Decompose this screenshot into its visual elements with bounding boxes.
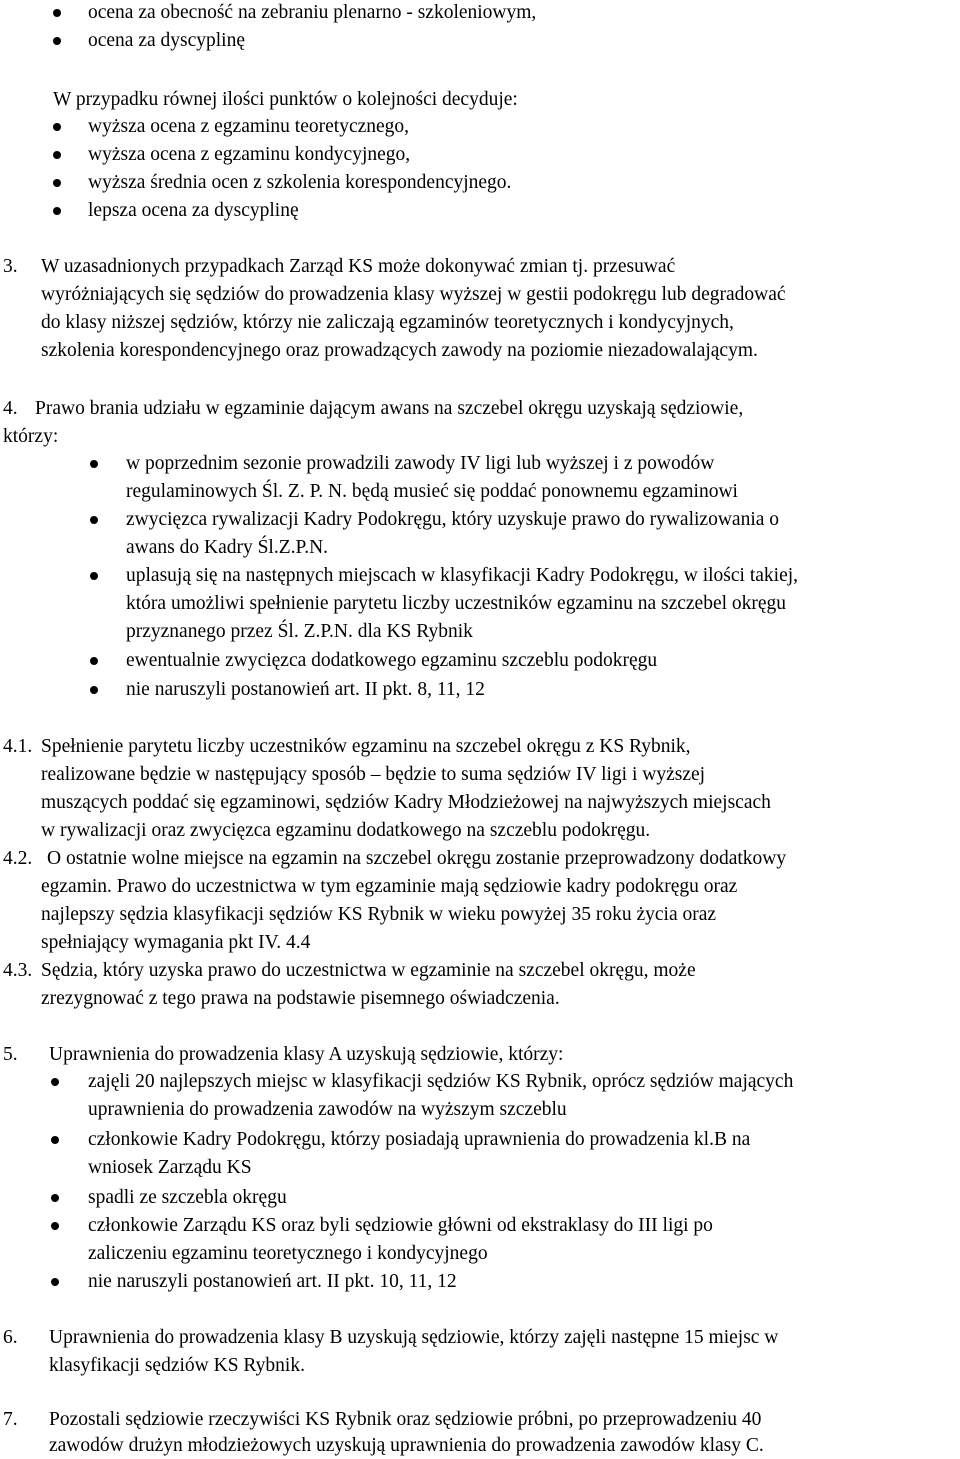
bullet-icon	[53, 179, 61, 187]
list-item: członkowie Zarządu KS oraz byli sędziowie główni od ekstraklasy do III ligi po	[88, 1215, 713, 1236]
paragraph-line: zawodów drużyn młodzieżowych uzyskują uprawnienia do prowadzenia zawodów klasy C.	[49, 1435, 764, 1456]
paragraph-line: Spełnienie parytetu liczby uczestników egzaminu na szczebel okręgu z KS Rybnik,	[41, 736, 691, 757]
bullet-icon	[53, 9, 61, 17]
section-number: 7.	[3, 1409, 18, 1430]
subsection-number: 4.2.	[3, 848, 33, 869]
list-item: członkowie Kadry Podokręgu, którzy posiadają uprawnienia do prowadzenia kl.B na	[88, 1129, 751, 1150]
paragraph-line: Prawo brania udziału w egzaminie dającym awans na szczebel okręgu uzyskają sędziowie,	[35, 398, 744, 419]
list-item: regulaminowych Śl. Z. P. N. będą musieć się poddać ponownemu egzaminowi	[126, 481, 738, 502]
subsection-number: 4.1.	[3, 736, 33, 757]
paragraph-line: O ostatnie wolne miejsce na egzamin na szczebel okręgu zostanie przeprowadzony dodatkowy	[47, 848, 787, 869]
list-item: zwycięzca rywalizacji Kadry Podokręgu, który uzyskuje prawo do rywalizowania o	[126, 509, 780, 530]
list-item: wniosek Zarządu KS	[88, 1157, 252, 1178]
list-item: w poprzednim sezonie prowadzili zawody IV ligi lub wyższej i z powodów	[126, 453, 715, 474]
paragraph-line: Sędzia, który uzyska prawo do uczestnictwa w egzaminie na szczebel okręgu, może	[41, 960, 696, 981]
section-number: 5.	[3, 1044, 18, 1065]
paragraph-line: Uprawnienia do prowadzenia klasy B uzyskują sędziowie, którzy zajęli następne 15 miejsc w	[49, 1327, 779, 1348]
paragraph-line: muszących poddać się egzaminowi, sędziów Kadry Młodzieżowej na najwyższych miejscach	[41, 792, 771, 813]
paragraph-line: szkolenia korespondencyjnego oraz prowadzących zawody na poziomie niezadowalającym.	[41, 340, 758, 361]
tie-heading: W przypadku równej ilości punktów o kolejności decyduje:	[53, 89, 518, 110]
paragraph-line: spełniający wymagania pkt IV. 4.4	[41, 932, 311, 953]
list-item: ocena za obecność na zebraniu plenarno - szkoleniowym,	[88, 2, 537, 23]
paragraph-line: Pozostali sędziowie rzeczywiści KS Rybnik oraz sędziowie próbni, po przeprowadzeniu 40	[49, 1409, 762, 1430]
paragraph-line: najlepszy sędzia klasyfikacji sędziów KS Rybnik w wieku powyżej 35 roku życia oraz	[41, 904, 717, 925]
list-item: wyższa ocena z egzaminu kondycyjnego,	[88, 144, 411, 165]
bullet-icon	[51, 1194, 59, 1202]
list-item: wyższa ocena z egzaminu teoretycznego,	[88, 116, 410, 137]
list-item: przyznanego przez Śl. Z.P.N. dla KS Rybnik	[126, 621, 473, 642]
bullet-icon	[51, 1278, 59, 1286]
list-item: wyższa średnia ocen z szkolenia korespondencyjnego.	[88, 172, 512, 193]
bullet-icon	[90, 572, 98, 580]
list-item: lepsza ocena za dyscyplinę	[88, 200, 299, 221]
bullet-icon	[90, 460, 98, 468]
bullet-icon	[51, 1136, 59, 1144]
paragraph-line: W uzasadnionych przypadkach Zarząd KS może dokonywać zmian tj. przesuwać	[41, 256, 676, 277]
list-item: zajęli 20 najlepszych miejsc w klasyfikacji sędziów KS Rybnik, oprócz sędziów mających	[88, 1071, 794, 1092]
paragraph-line: egzamin. Prawo do uczestnictwa w tym egzaminie mają sędziowie kadry podokręgu oraz	[41, 876, 738, 897]
paragraph-line: w rywalizacji oraz zwycięzca egzaminu dodatkowego na szczeblu podokręgu.	[41, 820, 651, 841]
bullet-icon	[53, 37, 61, 45]
paragraph-line: do klasy niższej sędziów, którzy nie zaliczają egzaminów teoretycznych i kondycyjnych,	[41, 312, 734, 333]
section-number: 6.	[3, 1327, 18, 1348]
list-item: ewentualnie zwycięzca dodatkowego egzaminu szczeblu podokręgu	[126, 650, 658, 671]
bullet-icon	[53, 207, 61, 215]
list-item: nie naruszyli postanowień art. II pkt. 10, 11, 12	[88, 1271, 457, 1292]
bullet-icon	[53, 123, 61, 131]
list-item: zaliczeniu egzaminu teoretycznego i kondycyjnego	[88, 1243, 488, 1264]
bullet-icon	[53, 151, 61, 159]
list-item: uplasują się na następnych miejscach w klasyfikacji Kadry Podokręgu, w ilości takiej,	[126, 565, 799, 586]
list-item: ocena za dyscyplinę	[88, 30, 246, 51]
section-number: 3.	[3, 256, 18, 277]
bullet-icon	[51, 1078, 59, 1086]
paragraph-line: zrezygnować z tego prawa na podstawie pisemnego oświadczenia.	[41, 988, 560, 1009]
list-item: spadli ze szczebla okręgu	[88, 1187, 287, 1208]
list-item: która umożliwi spełnienie parytetu liczby uczestników egzaminu na szczebel okręgu	[126, 593, 787, 614]
bullet-icon	[51, 1222, 59, 1230]
list-item: uprawnienia do prowadzenia zawodów na wyższym szczeblu	[88, 1099, 567, 1120]
paragraph-line: którzy:	[3, 426, 59, 447]
paragraph-line: wyróżniających się sędziów do prowadzenia klasy wyższej w gestii podokręgu lub degradować	[41, 284, 786, 305]
bullet-icon	[90, 657, 98, 665]
section-number: 4.	[3, 398, 18, 419]
bullet-icon	[90, 516, 98, 524]
subsection-number: 4.3.	[3, 960, 33, 981]
bullet-icon	[90, 686, 98, 694]
list-item: awans do Kadry Śl.Z.P.N.	[126, 537, 329, 558]
section-heading: Uprawnienia do prowadzenia klasy A uzyskują sędziowie, którzy:	[49, 1044, 564, 1065]
paragraph-line: realizowane będzie w następujący sposób – będzie to suma sędziów IV ligi i wyższej	[41, 764, 706, 785]
paragraph-line: klasyfikacji sędziów KS Rybnik.	[49, 1355, 305, 1376]
list-item: nie naruszyli postanowień art. II pkt. 8, 11, 12	[126, 679, 485, 700]
